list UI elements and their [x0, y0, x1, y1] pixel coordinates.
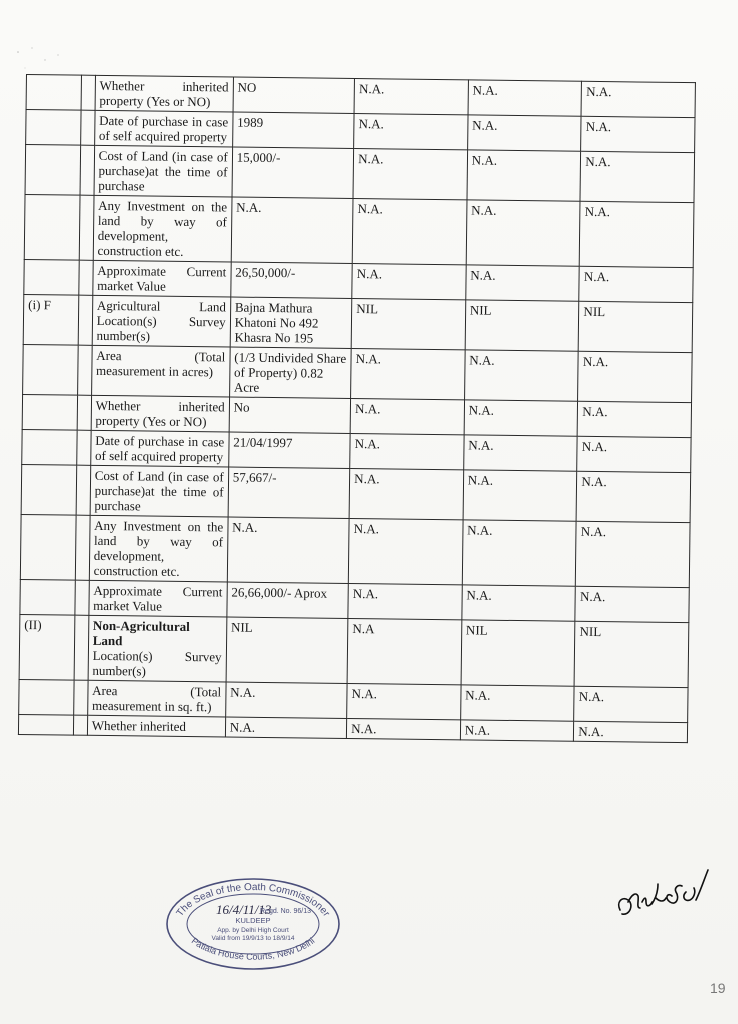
row-value-cell-3: NIL: [461, 620, 575, 686]
row-label-text: Whether inherited: [91, 717, 187, 735]
row-value-cell-3: N.A.: [464, 350, 578, 401]
seal-bottom-text: Patiala House Courts, New Delhi: [189, 935, 317, 962]
row-index-cell: [26, 75, 81, 111]
row-index-cell: [19, 679, 74, 715]
row-value-cell-2: N.A.: [347, 718, 461, 739]
table-row: [19, 614, 689, 687]
row-label-text: Area (Total measurement in sq. ft.): [91, 682, 222, 715]
row-value-cell-2: N.A.: [349, 468, 463, 519]
row-label-cell: [94, 145, 233, 197]
row-label-cell: [92, 295, 231, 347]
row-sub-cell: [77, 430, 91, 465]
row-value-cell-3: NIL: [465, 300, 579, 351]
row-index-cell: [21, 464, 77, 515]
row-value-cell-2: N.A.: [352, 264, 466, 300]
row-value-cell-4: N.A.: [580, 201, 694, 267]
row-value-cell-3: N.A.: [467, 150, 581, 201]
row-sub-cell: [80, 145, 94, 195]
row-label-text: Any Investment on the land by way of development, construction etc.: [97, 197, 228, 259]
row-index-cell: [22, 394, 77, 430]
row-index-cell: [20, 514, 76, 580]
row-value-cell-3: N.A.: [464, 400, 578, 436]
row-label-cell: [89, 515, 228, 582]
row-value-cell-3: N.A.: [466, 265, 580, 301]
row-value-cell-1: 26,50,000/-: [231, 262, 353, 298]
row-value-cell-1: N.A.: [231, 197, 353, 263]
row-value-cell-3: N.A.: [466, 200, 580, 266]
row-value-cell-4: N.A.: [575, 586, 689, 622]
table-row: [23, 344, 693, 402]
row-label-cell: [95, 75, 233, 112]
row-label-text: Location(s) Survey number(s): [92, 647, 222, 679]
row-index-cell: (II): [19, 614, 75, 680]
row-value-cell-3: N.A.: [460, 685, 574, 721]
row-label-cell: [90, 465, 229, 517]
row-label-text: Cost of Land (in case of purchase)at the time of purchase: [94, 467, 224, 514]
row-index-cell: (i) F: [23, 294, 79, 345]
row-value-cell-1: NIL: [226, 617, 348, 683]
row-value-cell-3: N.A.: [463, 435, 577, 471]
row-label-cell: [93, 260, 231, 297]
row-value-cell-3: N.A.: [460, 720, 574, 741]
row-value-cell-3: N.A.: [468, 80, 582, 116]
seal-handwritten-date: 16/4/11/13: [216, 902, 272, 917]
row-label-cell: [87, 680, 225, 717]
row-label-cell: [90, 430, 228, 467]
row-label-text: Date of purchase in case of self acquired property: [98, 112, 229, 145]
row-value-cell-4: N.A.: [576, 471, 690, 522]
row-index-cell: [24, 194, 80, 260]
row-sub-cell: [79, 195, 93, 260]
row-label-text: Date of purchase in case of self acquired property: [94, 432, 225, 465]
row-label-text: Agricultural Land Location(s) Survey number(s): [96, 297, 226, 344]
row-value-cell-4: NIL: [574, 621, 688, 687]
row-index-cell: [24, 259, 79, 295]
row-index-cell: [23, 344, 79, 395]
row-value-cell-1: 26,66,000/- Aprox: [227, 582, 349, 618]
row-sub-cell: [76, 465, 90, 515]
seal-name: KULDEEP: [235, 916, 271, 925]
row-value-cell-1: Bajna Mathura Khatoni No 492 Khasra No 195: [230, 297, 352, 348]
row-label-cell: [93, 195, 232, 262]
row-sub-cell: [78, 345, 92, 395]
seal-top-text: The Seal of the Oath Commissioner: [174, 881, 332, 919]
row-sub-cell: [78, 295, 92, 345]
row-sub-cell: [73, 715, 87, 735]
row-value-cell-4: N.A.: [574, 686, 688, 722]
row-value-cell-1: (1/3 Undivided Share of Property) 0.82 Acre: [229, 347, 351, 398]
row-sub-cell: [75, 580, 89, 615]
row-value-cell-4: N.A.: [576, 521, 690, 587]
row-value-cell-2: N.A.: [352, 199, 466, 265]
row-index-cell: [22, 429, 77, 465]
row-value-cell-4: N.A.: [581, 116, 695, 152]
asset-table-wrapper: [18, 74, 696, 743]
row-value-cell-1: N.A.: [225, 682, 347, 718]
row-value-cell-4: N.A.: [578, 351, 692, 402]
row-value-cell-2: N.A.: [347, 683, 461, 719]
row-value-cell-4: N.A.: [580, 151, 694, 202]
row-label-text: Approximate Current market Value: [93, 582, 223, 614]
row-value-cell-1: No: [229, 397, 351, 433]
row-label-cell: [89, 580, 227, 617]
row-value-cell-3: N.A.: [467, 115, 581, 151]
svg-text:The Seal of the Oath Commissio: [175, 882, 332, 919]
row-value-cell-2: N.A.: [348, 583, 462, 619]
row-value-cell-2: N.A.: [354, 79, 468, 115]
row-sub-cell: [81, 75, 95, 110]
table-row: [21, 464, 691, 522]
table-row: [25, 145, 695, 203]
table-body: [18, 75, 695, 743]
page-number: 19: [710, 980, 726, 996]
seal-valid: Valid from 19/9/13 to 18/9/14: [211, 935, 295, 942]
row-value-cell-3: N.A.: [462, 585, 576, 621]
row-label-cell: [88, 615, 227, 682]
row-label-cell: [91, 395, 229, 432]
table-row: [24, 194, 694, 267]
row-value-cell-2: N.A.: [350, 433, 464, 469]
row-sub-cell: [81, 110, 95, 145]
row-value-cell-2: N.A.: [348, 518, 462, 584]
row-value-cell-1: 1989: [232, 112, 354, 148]
row-index-cell: [20, 579, 75, 615]
row-value-cell-1: NO: [233, 77, 355, 113]
row-value-cell-2: N.A.: [353, 149, 467, 200]
handwritten-signature: [612, 862, 722, 932]
row-value-cell-4: NIL: [578, 301, 692, 352]
row-index-cell: [18, 714, 73, 735]
row-value-cell-4: N.A.: [577, 401, 691, 437]
row-value-cell-2: N.A.: [354, 114, 468, 150]
row-label-text: Whether inherited property (Yes or NO): [95, 397, 225, 430]
seal-app: App. by Delhi High Court: [217, 927, 289, 934]
row-value-cell-3: N.A.: [462, 520, 576, 586]
row-value-cell-4: N.A.: [574, 721, 688, 742]
row-value-cell-4: N.A.: [581, 81, 695, 117]
seal-regd-no: Regd. No. 96/13: [260, 908, 311, 915]
row-label-text: Area (Total measurement in acres): [96, 347, 226, 380]
row-value-cell-2: N.A: [347, 618, 461, 684]
row-label-text: Whether inherited property (Yes or NO): [99, 77, 229, 110]
row-value-cell-2: N.A.: [351, 348, 465, 399]
row-value-cell-1: 57,667/-: [228, 467, 350, 518]
row-sub-cell: [77, 395, 91, 430]
row-value-cell-1: 21/04/1997: [228, 432, 350, 468]
row-sub-cell: [74, 615, 88, 680]
row-value-cell-2: N.A.: [350, 398, 464, 434]
row-sub-cell: [79, 260, 93, 295]
row-value-cell-4: N.A.: [577, 436, 691, 472]
row-label-text: Approximate Current market Value: [97, 262, 227, 294]
row-label-text: Any Investment on the land by way of development, construction etc.: [93, 517, 224, 579]
row-label-cell: [87, 715, 225, 737]
table-row: [23, 294, 693, 352]
table-row: [20, 514, 690, 587]
row-index-cell: [26, 110, 81, 146]
row-value-cell-4: N.A.: [579, 266, 693, 302]
row-value-cell-1: N.A.: [225, 717, 347, 738]
oath-commissioner-seal: [164, 876, 342, 972]
row-label-text: Cost of Land (in case of purchase)at the time of purchase: [98, 147, 228, 194]
row-value-cell-2: NIL: [351, 298, 465, 349]
asset-declaration-table: [18, 74, 696, 743]
row-sub-cell: [75, 515, 89, 580]
row-value-cell-1: 15,000/-: [232, 147, 354, 198]
row-index-cell: [25, 145, 81, 196]
svg-text:Patiala House Courts, New Delh: [190, 936, 317, 962]
row-label-cell: [91, 345, 230, 397]
row-label-bold: Non-Agricultural Land: [92, 617, 190, 649]
row-value-cell-1: N.A.: [227, 517, 349, 583]
row-value-cell-3: N.A.: [463, 470, 577, 521]
row-sub-cell: [74, 680, 88, 715]
row-label-cell: [94, 110, 232, 147]
